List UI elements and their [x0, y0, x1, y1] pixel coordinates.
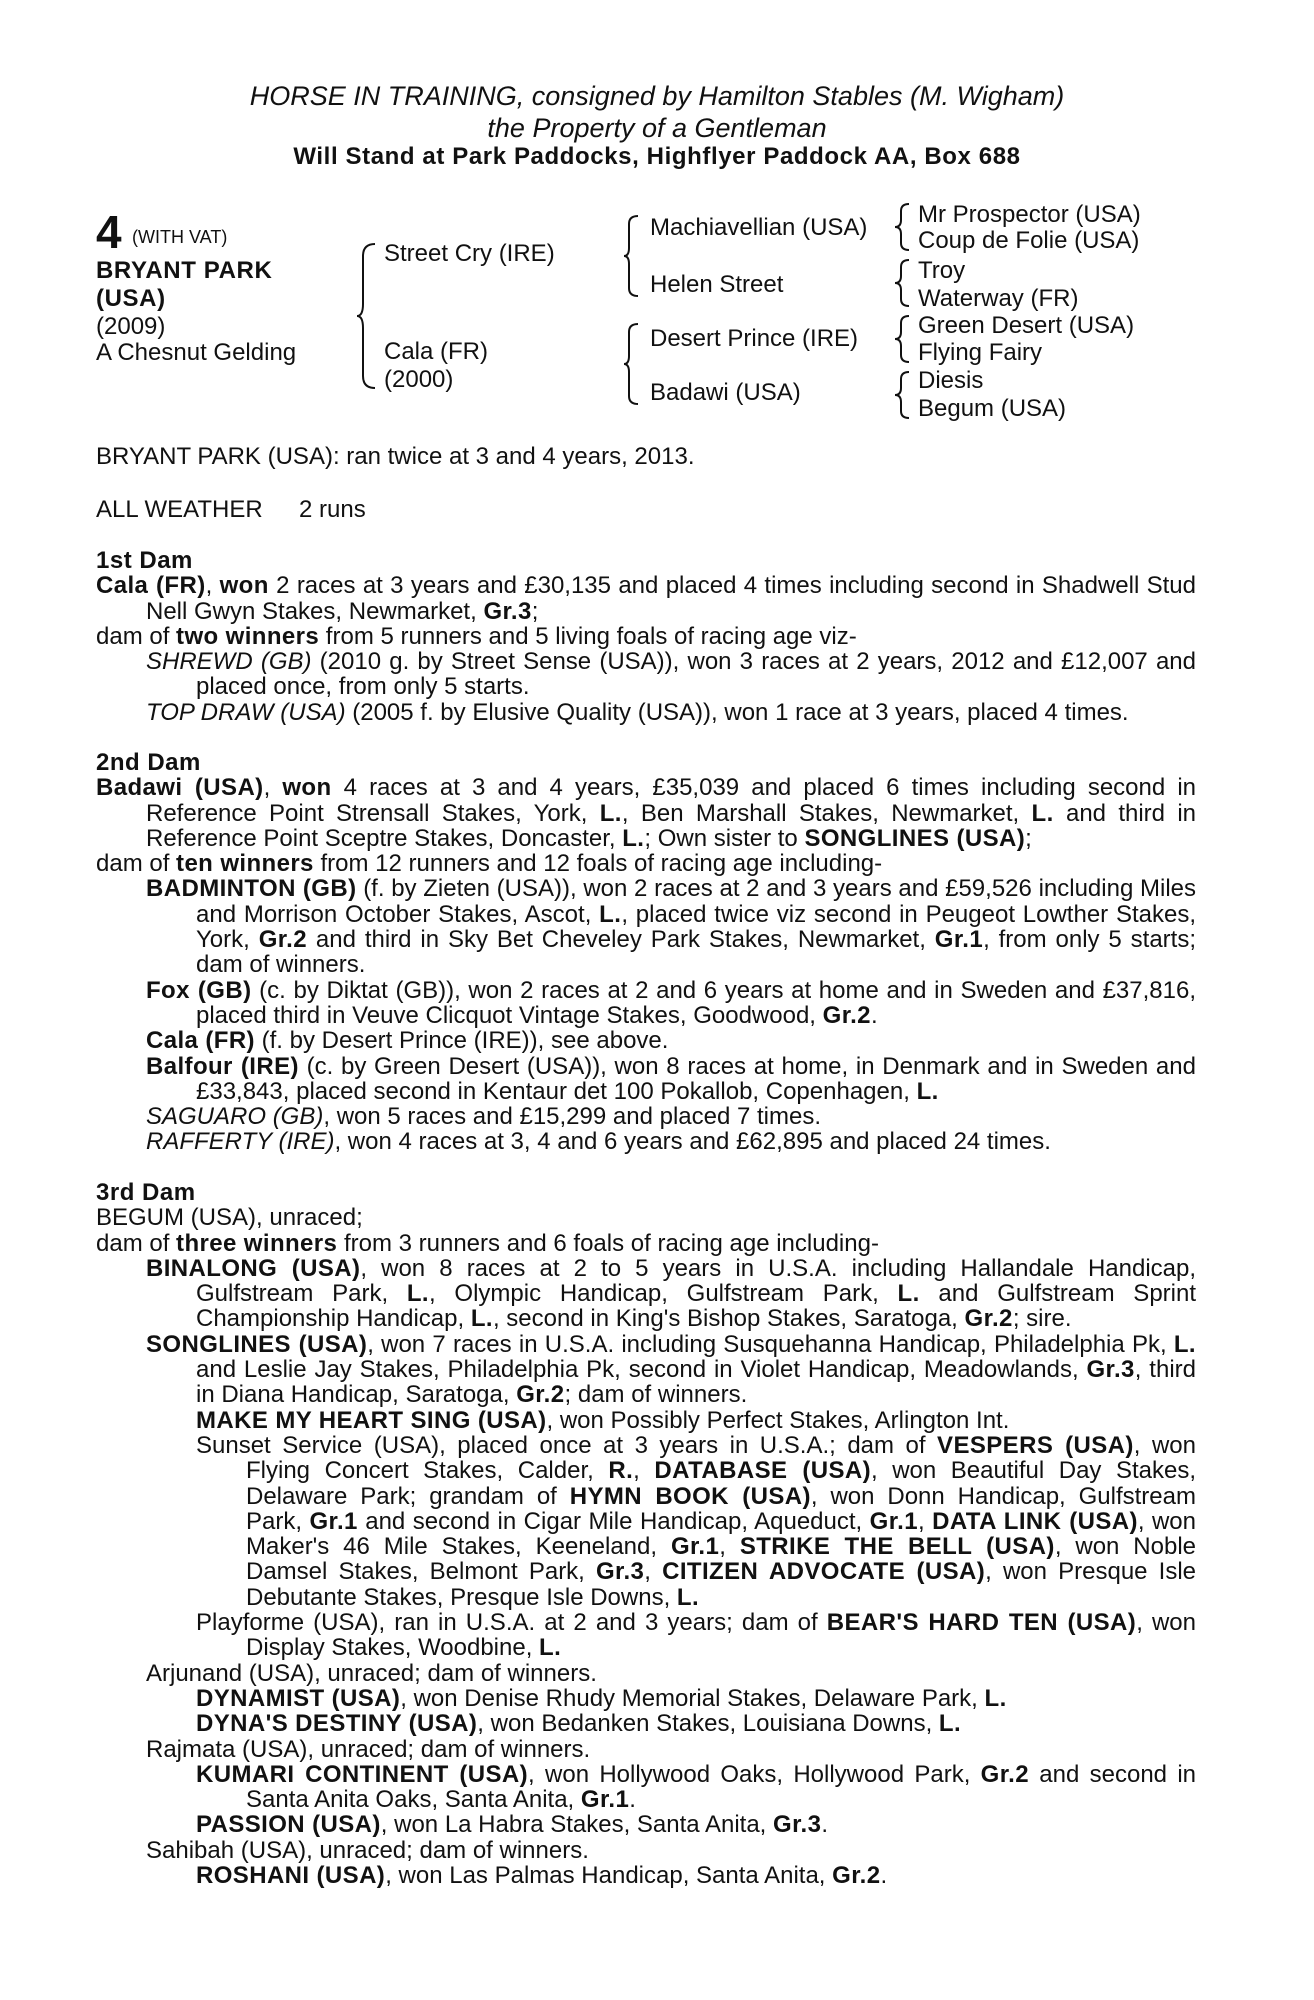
grandchild-entry: [96, 1863, 1196, 1888]
produce-text: from 12 runners and 12 foals of racing age including-: [313, 850, 883, 878]
dam-record: BEGUM (USA), unraced;: [96, 1204, 363, 1232]
vat-note: (WITH VAT): [132, 227, 228, 247]
produce-entry: [96, 1256, 1196, 1332]
listed-label: L.: [539, 1634, 562, 1662]
produce-record: and second in Cigar Mile Handicap, Aqueduct,: [357, 1507, 870, 1535]
produce-entry: [96, 649, 1196, 700]
produce-record: (f. by Zieten (USA)), won 2 races at 2 and 3 years and £59,526 including Miles and Morrison October Stakes, Ascot,: [196, 875, 1196, 928]
produce-record: and third in Sky Bet Cheveley Park Stakes, Newmarket,: [307, 926, 935, 954]
grade-label: Gr.3: [483, 597, 532, 625]
produce-name: STRIKE THE BELL (USA): [739, 1533, 1055, 1561]
produce-entry: [96, 1332, 1196, 1408]
produce-record: (c. by Green Desert (USA)), won 8 races at home, in Denmark and in Sweden and £33,843, placed second in Kentaur det 100 Pokallob, Copenhagen,: [196, 1052, 1196, 1105]
record-text: 2 races at 3 years and £30,135 and placed 4 times including second in Shadwell Stud Nell Gwyn Stakes, Newmarket,: [146, 572, 1196, 625]
produce-summary: [96, 851, 1196, 876]
section-heading: 3rd Dam: [96, 1179, 196, 1206]
produce-record: Sunset Service (USA), placed once at 3 years in U.S.A.; dam of: [196, 1431, 938, 1459]
produce-record: , won La Habra Stakes, Santa Anita,: [380, 1811, 774, 1839]
produce-record: , won 8 races at 2 to 5 years in U.S.A. including Hallandale Handicap, Gulfstream Park,: [196, 1254, 1197, 1308]
listed-label: L.: [622, 824, 645, 852]
sibling-name: SONGLINES (USA): [804, 824, 1026, 852]
produce-record: and second in Santa Anita Oaks, Santa Anita,: [246, 1760, 1196, 1814]
produce-name: VESPERS (USA): [937, 1431, 1134, 1459]
produce-entry: [96, 700, 1196, 725]
produce-record: , won Flying Concert Stakes, Calder,: [246, 1431, 1196, 1485]
all-weather-label: ALL WEATHER: [96, 496, 263, 523]
produce-record: , won Beautiful Day Stakes, Delaware Park; grandam of: [246, 1457, 1197, 1510]
produce-summary: [96, 624, 1196, 649]
grandparent-3: Troy: [918, 257, 966, 284]
grandparent-6: Flying Fairy: [918, 339, 1043, 366]
grandchild-entry: [96, 1408, 1196, 1433]
grade-label: Gr.1: [309, 1507, 358, 1535]
record-text: , Ben Marshall Stakes, Newmarket,: [621, 799, 1032, 827]
grade-label: Gr.2: [516, 1381, 565, 1409]
listed-label: L.: [897, 1280, 920, 1308]
produce-record: , from only 5 starts; dam of winners.: [196, 926, 1196, 979]
pedigree-brace-2: [622, 214, 642, 298]
punct: ,: [633, 1457, 655, 1485]
punct: .: [870, 1001, 878, 1029]
produce-lead: dam of: [96, 622, 177, 650]
sire: Street Cry (IRE): [384, 240, 555, 267]
produce-summary: [96, 1231, 1196, 1256]
record-text: and third in Reference Point Sceptre Stakes, Doncaster,: [146, 799, 1197, 852]
produce-name: BEAR'S HARD TEN (USA): [826, 1609, 1137, 1637]
listed-label: L.: [676, 1583, 700, 1611]
grade-label: Gr.2: [964, 1305, 1013, 1333]
produce-name: DATA LINK (USA): [932, 1507, 1138, 1535]
produce-lead: dam of: [96, 850, 177, 878]
produce-record: , won Donn Handicap, Gulfstream Park,: [246, 1482, 1196, 1535]
produce-text: from 3 runners and 6 foals of racing age including-: [337, 1229, 879, 1257]
produce-text: from 5 runners and 5 living foals of racing age viz-: [319, 622, 857, 650]
horse-country: (USA): [96, 285, 166, 312]
produce-entry: [96, 1104, 1196, 1129]
grade-label: Gr.3: [773, 1811, 822, 1839]
grade-label: Gr.2: [832, 1862, 881, 1890]
produce-name: SONGLINES (USA): [146, 1330, 368, 1358]
listed-label: L.: [470, 1305, 493, 1333]
section-heading: 1st Dam: [96, 547, 193, 574]
pedigree-brace-7: [893, 370, 913, 420]
produce-entry: [96, 876, 1196, 977]
punct: ,: [719, 1533, 740, 1561]
pedigree-brace-4: [893, 202, 913, 252]
lot-number: 4: [96, 206, 122, 258]
produce-name: MAKE MY HEART SING (USA): [196, 1406, 547, 1434]
consignor-line: HORSE IN TRAINING, consigned by Hamilton Stables (M. Wigham): [249, 81, 1065, 111]
grade-label: Gr.3: [1086, 1356, 1135, 1384]
produce-record: , third in Diana Handicap, Saratoga,: [196, 1356, 1196, 1409]
grade-label: Gr.1: [670, 1533, 720, 1561]
punct: .: [629, 1786, 636, 1814]
dam-dam: Badawi (USA): [650, 379, 801, 406]
dam-year: (2000): [384, 366, 454, 393]
produce-record: , won Hollywood Oaks, Hollywood Park,: [528, 1760, 981, 1788]
produce-record: , won 4 races at 3, 4 and 6 years and £62,895 and placed 24 times.: [334, 1128, 1051, 1156]
pedigree-brace-3: [622, 322, 642, 406]
sire-dam: Helen Street: [650, 271, 784, 298]
first-dam-section: [96, 548, 1196, 725]
dam: Cala (FR): [384, 338, 489, 365]
produce-record: ; sire.: [1012, 1305, 1072, 1333]
winners-count: three winners: [176, 1229, 338, 1257]
winners-count: ten winners: [176, 850, 314, 878]
punct: ,: [917, 1507, 933, 1535]
grade-label: Gr.2: [258, 926, 308, 954]
listed-label: L.: [1173, 1330, 1196, 1358]
property-line: the Property of a Gentleman: [487, 113, 827, 143]
produce-record: , won 5 races and £15,299 and placed 7 times.: [323, 1103, 822, 1131]
produce-entry: [96, 978, 1196, 1029]
dam-sire: Desert Prince (IRE): [650, 325, 859, 352]
produce-name: BADMINTON (GB): [146, 875, 357, 903]
won-label: won: [282, 774, 332, 802]
section-heading: 2nd Dam: [96, 749, 201, 776]
grandchild-entry: [96, 1711, 1196, 1736]
produce-record: ; dam of winners.: [564, 1381, 748, 1409]
produce-entry: Arjunand (USA), unraced; dam of winners.: [146, 1659, 597, 1687]
pedigree-brace-5: [893, 258, 913, 308]
dam-record: Badawi (USA), won 4 races at 3 and 4 years, £35,039 and placed 6 times including second in Reference Point Strensall Stakes, York, L., Ben Marshall Stakes, Newmarket, L. and third in Reference Point Sceptre Stakes, Doncaster, L.; Own sister to SONGLINES (USA);: [96, 774, 1197, 852]
produce-record: (f. by Desert Prince (IRE)), see above.: [254, 1027, 669, 1055]
horse-description: A Chesnut Gelding: [96, 339, 297, 366]
produce-record: (2010 g. by Street Sense (USA)), won 3 races at 2 years, 2012 and £12,007 and placed once, from only 5 starts.: [196, 648, 1196, 701]
grandchild-entry: [96, 1610, 1196, 1661]
dam-name: Badawi (USA): [96, 774, 264, 802]
grade-label: Gr.1: [934, 926, 984, 954]
restricted-label: R.: [608, 1457, 634, 1485]
produce-record: , won Possibly Perfect Stakes, Arlington Int.: [546, 1406, 1010, 1434]
grandchild-entry: [96, 1686, 1196, 1711]
produce-record: Playforme (USA), ran in U.S.A. at 2 and 3 years; dam of: [196, 1609, 827, 1637]
grandparent-4: Waterway (FR): [918, 285, 1079, 312]
produce-entry: Rajmata (USA), unraced; dam of winners.: [146, 1735, 591, 1763]
listed-label: L.: [1031, 799, 1054, 827]
punct: ;: [531, 597, 539, 625]
produce-entry: [96, 1129, 1196, 1154]
grade-label: Gr.2: [822, 1001, 871, 1029]
pedigree-brace-6: [893, 314, 913, 364]
produce-name: ROSHANI (USA): [196, 1862, 386, 1890]
stand-location-line: Will Stand at Park Paddocks, Highflyer Paddock AA, Box 688: [293, 143, 1021, 170]
grandparent-8: Begum (USA): [918, 395, 1067, 422]
sire-sire: Machiavellian (USA): [650, 214, 868, 241]
produce-name: DATABASE (USA): [654, 1457, 871, 1485]
produce-record: , second in King's Bishop Stakes, Saratoga,: [492, 1305, 965, 1333]
produce-name: TOP DRAW (USA): [146, 698, 346, 726]
listed-label: L.: [984, 1684, 1007, 1712]
all-weather-runs: 2 runs: [299, 496, 366, 523]
produce-name: RAFFERTY (IRE): [146, 1128, 335, 1156]
second-dam-section: [96, 750, 1196, 1155]
produce-name: SHREWD (GB): [146, 648, 312, 676]
listed-label: L.: [406, 1280, 430, 1308]
grandparent-2: Coup de Folie (USA): [918, 227, 1140, 254]
produce-record: , Olympic Handicap, Gulfstream Park,: [429, 1280, 898, 1308]
grandparent-1: Mr Prospector (USA): [918, 201, 1141, 228]
listed-label: L.: [938, 1710, 962, 1738]
produce-record: (2005 f. by Elusive Quality (USA)), won 1 race at 3 years, placed 4 times.: [345, 698, 1129, 726]
horse-name: BRYANT PARK: [96, 257, 273, 284]
grade-label: Gr.1: [580, 1786, 630, 1814]
grandchild-entry: [96, 1762, 1196, 1813]
grandchild-entry: [96, 1433, 1196, 1610]
produce-record: , won Denise Rhudy Memorial Stakes, Delaware Park,: [400, 1684, 985, 1712]
produce-record: , won Display Stakes, Woodbine,: [246, 1609, 1196, 1662]
produce-record: (c. by Diktat (GB)), won 2 races at 2 and 6 years at home and in Sweden and £37,816, placed third in Veuve Clicquot Vintage Stakes, Goodwood,: [196, 976, 1196, 1029]
pedigree-brace-1: [355, 242, 379, 390]
produce-record: , won Maker's 46 Mile Stakes, Keeneland,: [246, 1507, 1197, 1561]
record-text: ; Own sister to: [644, 824, 805, 852]
produce-name: DYNAMIST (USA): [196, 1684, 401, 1712]
produce-name: PASSION (USA): [196, 1811, 381, 1839]
punct: .: [880, 1862, 888, 1890]
race-record: BRYANT PARK (USA): ran twice at 3 and 4 years, 2013.: [96, 443, 695, 470]
produce-name: KUMARI CONTINENT (USA): [196, 1760, 529, 1788]
punct: ,: [644, 1558, 663, 1586]
produce-record: and Gulfstream Sprint Championship Handicap,: [196, 1280, 1197, 1333]
grade-label: Gr.3: [595, 1558, 645, 1586]
punct: ;: [1025, 824, 1032, 852]
produce-lead: dam of: [96, 1229, 177, 1257]
dam-name: Cala (FR): [96, 572, 206, 600]
produce-record: , won Noble Damsel Stakes, Belmont Park,: [246, 1533, 1197, 1586]
produce-entry: Sahibah (USA), unraced; dam of winners.: [146, 1836, 589, 1864]
produce-record: , won Las Palmas Handicap, Santa Anita,: [385, 1862, 833, 1890]
produce-record: , placed twice viz second in Peugeot Lowther Stakes, York,: [196, 900, 1197, 954]
produce-name: DYNA'S DESTINY (USA): [196, 1710, 478, 1738]
listed-label: L.: [599, 900, 622, 928]
produce-record: , won Bedanken Stakes, Louisiana Downs,: [477, 1710, 939, 1738]
produce-record: , won 7 races in U.S.A. including Susquehanna Handicap, Philadelphia Pk,: [367, 1330, 1174, 1358]
winners-count: two winners: [176, 622, 320, 650]
produce-record: and Leslie Jay Stakes, Philadelphia Pk, second in Violet Handicap, Meadowlands,: [196, 1356, 1087, 1384]
produce-entry: [96, 1028, 1196, 1053]
grandparent-7: Diesis: [918, 367, 984, 394]
grade-label: Gr.1: [869, 1507, 918, 1535]
grade-label: Gr.2: [980, 1760, 1029, 1788]
produce-name: Balfour (IRE): [146, 1052, 299, 1080]
foaling-year: (2009): [96, 313, 166, 340]
listed-label: L.: [599, 799, 622, 827]
produce-record: , won Presque Isle Debutante Stakes, Presque Isle Downs,: [246, 1558, 1197, 1611]
produce-name: BINALONG (USA): [146, 1254, 361, 1282]
grandparent-5: Green Desert (USA): [918, 312, 1135, 339]
dam-record: Cala (FR), won 2 races at 3 years and £30,135 and placed 4 times including second in Shadwell Stud Nell Gwyn Stakes, Newmarket, Gr.3;: [96, 572, 1196, 625]
produce-entry: [96, 1054, 1196, 1105]
produce-name: Fox (GB): [146, 976, 252, 1004]
punct: .: [821, 1811, 829, 1839]
record-text: 4 races at 3 and 4 years, £35,039 and placed 6 times including second in Reference Point Strensall Stakes, York,: [146, 774, 1196, 827]
third-dam-section: [96, 1180, 1196, 1888]
produce-name: CITIZEN ADVOCATE (USA): [662, 1558, 986, 1586]
grandchild-entry: [96, 1812, 1196, 1837]
produce-name: HYMN BOOK (USA): [569, 1482, 811, 1510]
listed-label: L.: [916, 1077, 939, 1105]
won-label: won: [219, 572, 269, 600]
produce-name: SAGUARO (GB): [146, 1103, 324, 1131]
produce-name: Cala (FR): [146, 1027, 255, 1055]
